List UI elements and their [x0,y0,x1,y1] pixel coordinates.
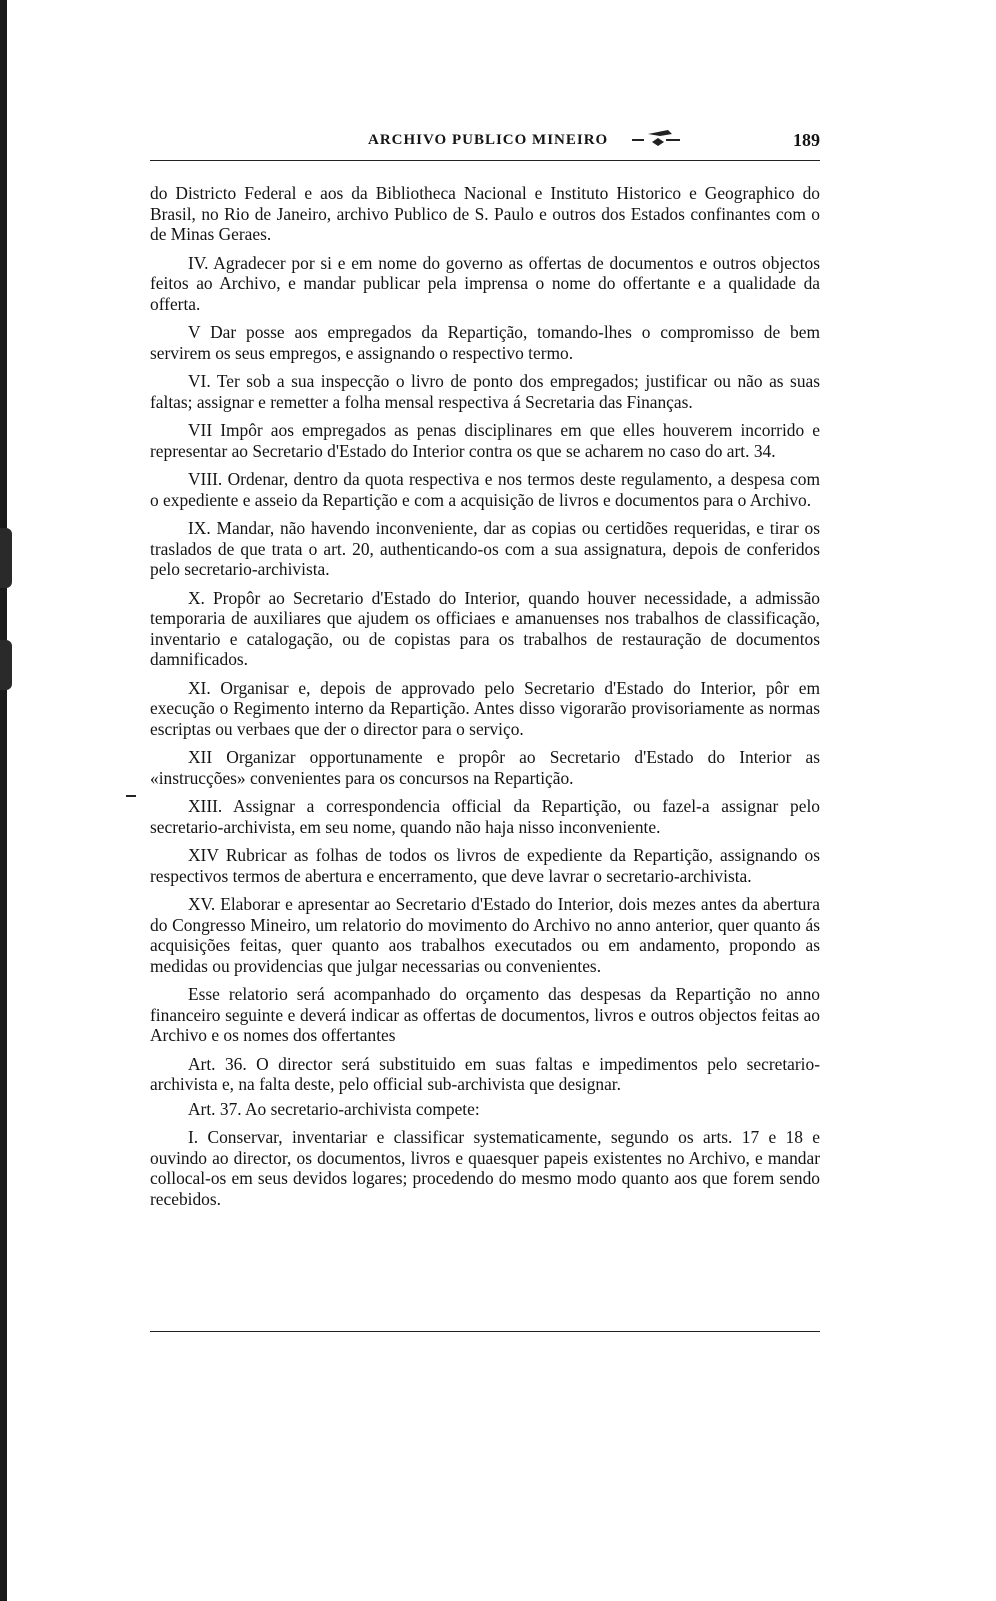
scan-binding-edge [0,0,7,1601]
page-number: 189 [793,130,820,150]
scan-edge-mark [0,528,12,588]
paragraph-item-ix: IX. Mandar, não havendo inconveniente, dar as copias ou certidões requeridas, e tirar os traslados de que trata o art. 20, authenticando-os com a sua assignatura, depois de conferidos pelo secretario-archivista. [150,518,820,579]
scan-edge-mark [0,640,12,690]
paragraph-item-xv: XV. Elaborar e apresentar ao Secretario d'Estado do Interior, dois mezes antes da abertura do Congresso Mineiro, um relatorio do movimento do Archivo no anno anterior, quer quanto ás acquisições feitas, quer quanto aos trabalhos executados ou em andamento, propondo as medidas ou providencias que julgar necessarias ou convenientes. [150,894,820,976]
header-rule [150,160,820,161]
paragraph-continuation: do Districto Federal e aos da Bibliotheca Nacional e Instituto Historico e Geographico do Brasil, no Rio de Janeiro, archivo Publico de S. Paulo e outros dos Estados confinantes com o de Minas Geraes. [150,183,820,244]
paragraph-item-xi: XI. Organisar e, depois de approvado pelo Secretario d'Estado do Interior, pôr em execução o Regimento interno da Repartição. Antes disso vigorarão provisoriamente as normas escriptas ou verbaes que der o director para o serviço. [150,677,820,739]
paragraph-item-vi: VI. Ter sob a sua inspecção o livro de ponto dos empregados; justificar ou não as suas faltas; assignar e remetter a folha mensal respectiva á Secretaria das Finanças. [150,371,820,412]
paragraph-item-vii: VII Impôr aos empregados as penas disciplinares em que elles houverem incorrido e representar ao Secretario d'Estado do Interior contra os que se acharem no caso do art. 34. [150,420,820,461]
paragraph-item-xiv: XIV Rubricar as folhas de todos os livros de expediente da Repartição, assignando os respectivos termos de abertura e encerramento, que deve lavrar o secretario-archivista. [150,845,820,886]
paragraph-item-i: I. Conservar, inventariar e classificar systematicamente, segundo os arts. 17 e 18 e ouvindo ao director, os documentos, livros e quaesquer papeis existentes no Archivo, e mandar collocal-os em seus devidos logares; procedendo do mesmo modo quanto aos que forem sendo recebidos. [150,1127,820,1209]
paragraph-item-v: V Dar posse aos empregados da Repartição, tomando-lhes o compromisso de bem servirem os seus empregos, e assignando o respectivo termo. [150,322,820,363]
document-body [150,183,820,1217]
paragraph-item-viii: VIII. Ordenar, dentro da quota respectiva e nos termos deste regulamento, a despesa com o expediente e asseio da Repartição e com a acquisição de livros e documentos para o Archivo. [150,469,820,510]
running-head: ARCHIVO PUBLICO MINEIRO [368,132,609,148]
paragraph-item-xiii: XIII. Assignar a correspondencia official da Repartição, ou fazel-a assignar pelo secretario-archivista, em seu nome, quando não haja nisso inconveniente. [150,796,820,837]
paragraph-item-xii: XII Organizar opportunamente e propôr ao Secretario d'Estado do Interior as «instrucções» convenientes para os concursos na Repartição. [150,747,820,788]
paragraph-item-iv: IV. Agradecer por si e em nome do governo as offertas de documentos e outros objectos feitos ao Archivo, e mandar publicar pela imprensa o nome do offertante e a qualidade da offerta. [150,252,820,314]
paragraph-relatorio: Esse relatorio será acompanhado do orçamento das despesas da Repartição no anno financeiro seguinte e deverá indicar as offertas de documentos, livros e outros objectos feitas ao Archivo e os nomes dos offertantes [150,984,820,1045]
margin-mark [126,795,136,797]
printer-ornament-icon [630,126,686,148]
paragraph-art-36: Art. 36. O director será substituido em suas faltas e impedimentos pelo secretario-archivista e, na falta deste, pelo official sub-archivista que designar. [150,1053,820,1094]
footer-rule [150,1331,820,1332]
paragraph-art-37: Art. 37. Ao secretario-archivista compete: [188,1098,480,1119]
page-header [150,126,820,156]
paragraph-item-x: X. Propôr ao Secretario d'Estado do Interior, quando houver necessidade, a admissão temporaria de auxiliares que ajudem os officiaes e amanuenses nos trabalhos de classificação, inventario e catalogação, ou de copistas para os trabalhos de restauração de documentos damnificados. [150,587,820,669]
